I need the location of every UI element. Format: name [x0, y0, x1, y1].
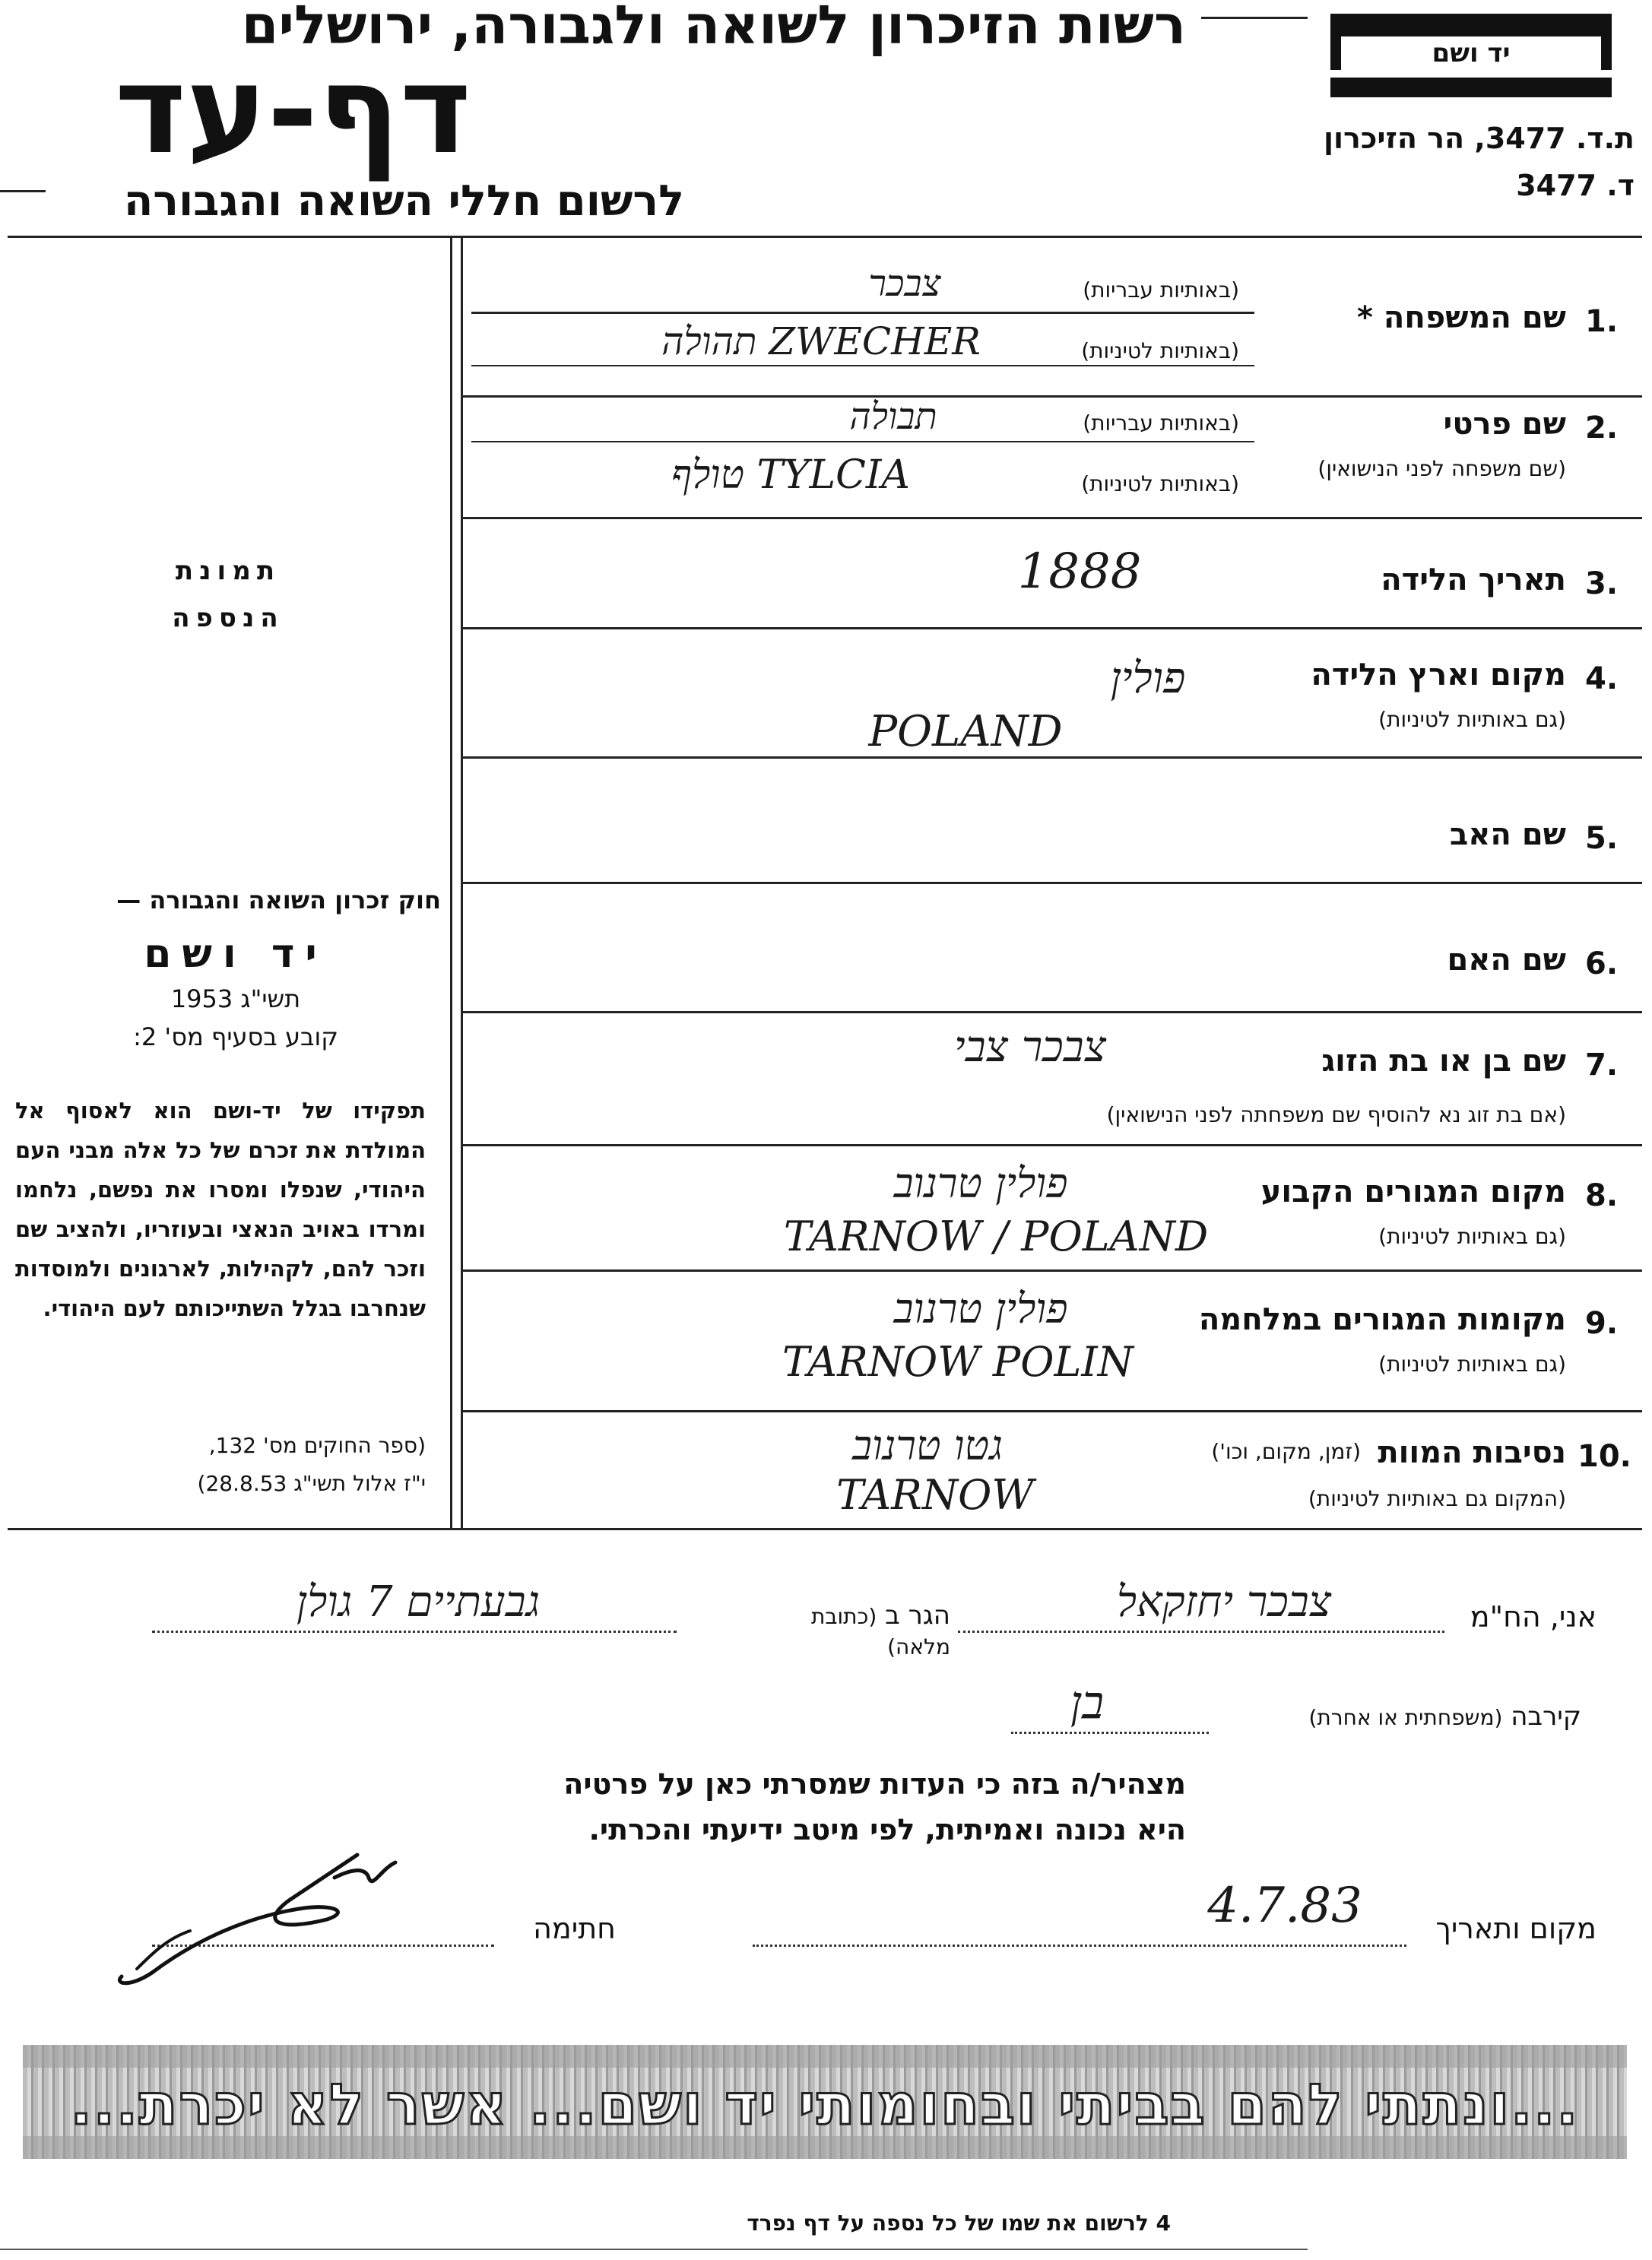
law-clause: קובע בסעיף מס' 2:	[133, 1022, 338, 1051]
row-separator	[461, 1269, 1642, 1272]
residing-label	[791, 1600, 950, 1661]
field-4-number: 4.	[1585, 661, 1619, 696]
field-2-latin-prefix: (באותיות לטיניות)	[1081, 471, 1239, 496]
field-2-number: 2.	[1585, 410, 1619, 445]
place-date-label: מקום ותאריך	[1435, 1912, 1597, 1945]
field-6-label: שם האם	[1447, 943, 1566, 978]
field-3-label: תאריך הלידה	[1381, 563, 1566, 597]
field-8-hebrew-value[interactable]: פולין טרנוב	[893, 1159, 1068, 1207]
po-box: ד. 3477	[1516, 169, 1635, 202]
field-5-label: שם האב	[1449, 817, 1566, 852]
field-4-sublabel: (גם באותיות לטיניות)	[1378, 707, 1566, 732]
signature-label: חתימה	[533, 1912, 616, 1945]
field-1-latin-prefix: (באותיות לטיניות)	[1081, 338, 1239, 363]
header-rule	[1201, 17, 1308, 19]
place-date-line	[753, 1945, 1406, 1947]
residing-value[interactable]: גבעתיים 7 גולן	[296, 1577, 541, 1627]
law-name: יד ושם	[144, 931, 328, 977]
field-1-line	[471, 312, 1254, 314]
banner-quote: ...ונתתי להם בביתי ובחומותי יד ושם... אשר לא יכרת...	[70, 2072, 1580, 2138]
field-9-hebrew-value[interactable]: פולין טרנוב	[893, 1285, 1068, 1333]
row-separator	[461, 882, 1642, 884]
relation-line	[1011, 1732, 1209, 1734]
yad-vashem-logo	[1330, 14, 1612, 97]
row-separator	[461, 1410, 1642, 1412]
footer-rule	[0, 2249, 1308, 2250]
field-8-latin-value[interactable]: TARNOW / POLAND	[783, 1212, 1209, 1260]
field-7-label: שם בן או בת הזוג	[1321, 1044, 1566, 1079]
field-4-label: מקום וארץ הלידה	[1311, 658, 1566, 693]
logo-text: יד ושם	[1432, 38, 1511, 68]
relation-label	[1216, 1701, 1581, 1732]
field-1-number: 1.	[1585, 304, 1619, 339]
field-8-sublabel: (גם באותיות לטיניות)	[1378, 1224, 1566, 1249]
field-2-sublabel: (שם משפחה לפני הנישואין)	[1317, 456, 1566, 481]
law-text: תפקידו של יד-ושם הוא לאסוף אל המולדת את זכרם של כל אלה מבני העם היהודי, שנפלו ומסרו את נפשם, נלחמו ומרדו באויב הנאצי ובעוזריו, ולהציב שם וזכר להם, לקהילות, לארגונים ולמוסדות שנחרבו בגלל השתייכותם לעם היהודי.	[15, 1098, 426, 1321]
photo-label-line1: תמונת	[175, 556, 281, 586]
photo-label-line2: הנספה	[172, 603, 284, 633]
field-1-hebrew-prefix: (באותיות עבריות)	[1083, 277, 1239, 303]
statement-line-2: היא נכונה ואמיתית, לפי מיטב ידיעתי והכרתי.	[588, 1813, 1186, 1846]
field-2-line	[471, 441, 1254, 442]
left-column-divider	[450, 236, 452, 1528]
field-2-label: שם פרטי	[1443, 407, 1566, 442]
field-8-label: מקום המגורים הקבוע	[1260, 1174, 1566, 1209]
law-reference-1: (ספר החוקים מס' 132,	[208, 1433, 426, 1458]
field-9-label: מקומות המגורים במלחמה	[1198, 1302, 1566, 1337]
field-9-latin-value[interactable]: TARNOW POLIN	[782, 1338, 1134, 1386]
law-year: תשי"ג 1953	[170, 984, 301, 1013]
photo-label	[152, 547, 304, 642]
field-5-number: 5.	[1585, 821, 1619, 856]
field-1-line	[471, 365, 1254, 366]
field-7-sublabel: (אם בת זוג נא להוסיף שם משפחתה לפני הנישואין)	[1106, 1102, 1566, 1127]
relation-value[interactable]: בן	[1070, 1676, 1105, 1729]
field-9-sublabel: (גם באותיות לטיניות)	[1378, 1352, 1566, 1377]
row-separator	[461, 627, 1642, 629]
field-6-number: 6.	[1585, 946, 1619, 981]
field-10-label-extra: (זמן, מקום, וכו')	[1211, 1439, 1361, 1464]
form-title: דף-עד	[114, 39, 471, 181]
form-subtitle: לרשום חללי השואה והגבורה	[123, 176, 684, 226]
relation-label-text: קירבה	[1511, 1701, 1581, 1732]
field-7-number: 7.	[1585, 1048, 1619, 1082]
field-10-latin-value[interactable]: TARNOW	[836, 1471, 1034, 1519]
institution-line: רשות הזיכרון לשואה ולגבורה, ירושלים	[241, 0, 1186, 56]
field-1-label: שם המשפחה *	[1357, 300, 1566, 335]
residing-label-text: הגר ב	[885, 1600, 950, 1631]
place-date-value[interactable]: 4.7.83	[1207, 1878, 1362, 1934]
relation-sublabel: (משפחתית או אחרת)	[1308, 1705, 1503, 1730]
row-separator	[461, 517, 1642, 519]
field-3-number: 3.	[1585, 566, 1619, 601]
declarant-name[interactable]: צבכר יחזקאל	[1116, 1577, 1332, 1627]
top-rule	[8, 236, 1642, 238]
footer-note-text: לרשום את שמו של כל נספה על דף נפרד	[747, 2211, 1149, 2236]
field-10-number: 10.	[1577, 1439, 1631, 1474]
field-2-hebrew-prefix: (באותיות עבריות)	[1083, 410, 1239, 436]
signature-drawing	[106, 1824, 433, 1999]
footer-note	[487, 2211, 1171, 2236]
statement-line-1: מצהיר/ה בזה כי העדות שמסרתי כאן על פרטיה	[563, 1767, 1186, 1801]
field-10-sublabel: (המקום גם באותיות לטיניות)	[1308, 1486, 1566, 1511]
row-separator	[461, 1011, 1642, 1013]
field-8-number: 8.	[1585, 1178, 1619, 1213]
field-10-label: נסיבות המוות	[1378, 1435, 1566, 1470]
field-7-value[interactable]: צבכר צבי	[953, 1022, 1107, 1072]
row-separator	[461, 395, 1642, 398]
declarant-label: אני, הח"מ	[1470, 1600, 1597, 1634]
field-4-latin-value[interactable]: POLAND	[868, 707, 1063, 756]
field-2-hebrew-value[interactable]: תבולה	[849, 395, 937, 438]
bottom-rule	[8, 1528, 1642, 1530]
field-9-number: 9.	[1585, 1306, 1619, 1341]
residing-line	[152, 1631, 677, 1633]
row-separator	[461, 756, 1642, 759]
subtitle-rule	[0, 190, 46, 192]
header-address: ת.ד. 3477, הר הזיכרון	[1323, 122, 1635, 155]
residing-sublabel: (כתובת מלאה)	[810, 1604, 950, 1659]
declarant-line	[958, 1631, 1444, 1633]
field-1-hebrew-value[interactable]: צבכר	[868, 262, 941, 305]
field-1-latin-value[interactable]: ZWECHER תהולה	[661, 319, 981, 363]
field-10-hebrew-value[interactable]: גטו טרנוב	[852, 1422, 1003, 1469]
law-reference-2: י"ז אלול תשי"ג 28.8.53)	[197, 1471, 426, 1496]
row-separator	[461, 1144, 1642, 1146]
field-2-latin-value[interactable]: TYLCIA טולף	[671, 452, 910, 498]
field-3-value[interactable]: 1888	[1017, 544, 1142, 600]
field-4-hebrew-value[interactable]: פולין	[1110, 654, 1186, 703]
quote-banner	[23, 2045, 1627, 2159]
law-title: חוק זכרון השואה והגבורה —	[116, 886, 441, 914]
footer-star: 4	[1156, 2211, 1171, 2236]
